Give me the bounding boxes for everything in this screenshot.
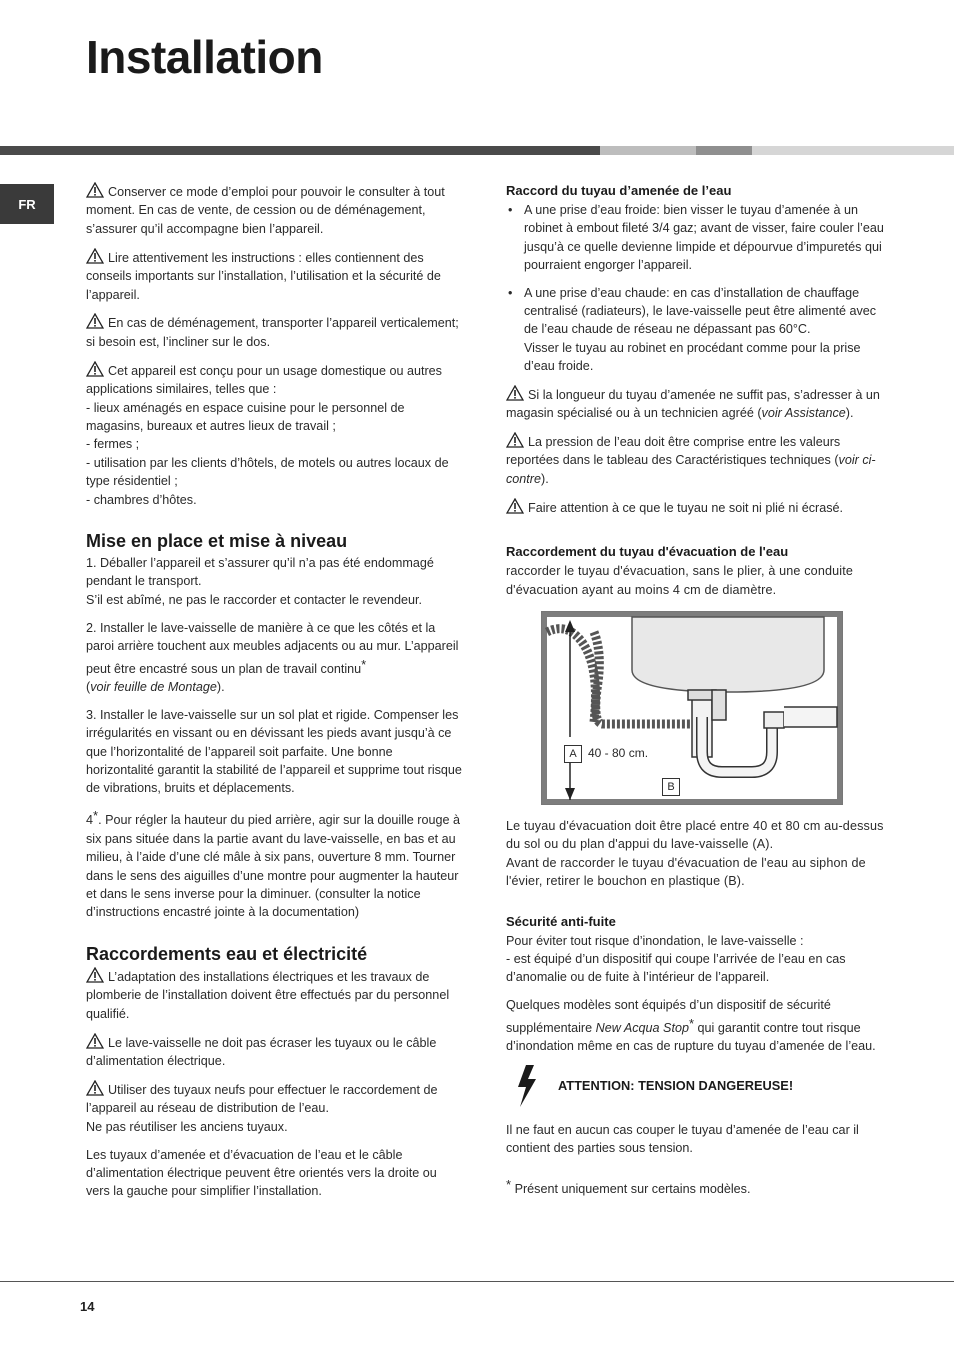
instruction-paragraph: Les tuyaux d’amenée et d’évacuation de l’eau et le câble d’alimentation électrique peuvent être orientés vers la droite ou vers la gauche pour simplifier l’installation. <box>86 1147 437 1199</box>
product-name: New Acqua Stop <box>595 1020 689 1035</box>
warning-icon <box>506 498 524 514</box>
warning-icon <box>86 1033 104 1049</box>
warning-paragraph: La pression de l’eau doit être comprise entre les valeurs reportées dans le tableau des Caractéristiques techniques (voir ci-contre). <box>506 432 886 488</box>
bullet-list <box>506 201 886 376</box>
usage-item: - utilisation par les clients d’hôtels, de motels ou autres locaux de type résidentiel ; <box>86 455 449 489</box>
danger-warning <box>506 1065 886 1107</box>
drain-hose-illustration <box>541 611 843 805</box>
instruction-paragraph: 4*. Pour régler la hauteur du pied arrière, agir sur la douille rouge à six pans située dans la partie avant du lave-vaisselle, en bas et au milieu, à l’aide d’une clé mâle à six pans, ouverture 8 mm. Tourner dans le sens des aiguilles d’une montre pour augmenter la hauteur et dans le sens inverse pour la diminuer. (consulter la notice d’instructions encastré jointe à la documentation) <box>86 808 461 920</box>
warning-paragraph: Si la longueur du tuyau d’amenée ne suffit pas, s’adresser à un magasin spécialisé ou à un technicien agréé (voir Assistance). <box>506 385 886 423</box>
instruction-paragraph: Quelques modèles sont équipés d’un dispositif de sécurité supplémentaire New Acqua Stop* qui garantit contre tout risque d’inondation même en cas de rupture du tuyau d’amenée de l’eau. <box>506 998 876 1054</box>
footnote: * Présent uniquement sur certains modèles. <box>506 1176 751 1196</box>
subsection-heading: Raccord du tuyau d’amenée de l’eau <box>506 183 732 198</box>
usage-item: - chambres d’hôtes. <box>86 492 197 507</box>
label-a: A <box>564 745 582 763</box>
instruction-paragraph: raccorder le tuyau d'évacuation, sans le plier, à une conduite d'évacuation ayant au moins 4 cm de diamètre. <box>506 564 854 597</box>
instruction-paragraph: Pour éviter tout risque d’inondation, le lave-vaisselle : - est équipé d’un dispositif qui coupe l’arrivée de l’eau en cas d’anomalie ou de fuite à l’intérieur de l’appareil. <box>506 933 846 985</box>
instruction-paragraph: Le tuyau d'évacuation doit être placé entre 40 et 80 cm au-dessus du sol ou du plan d'appui du lave-vaisselle (A). Avant de raccorder le tuyau d'évacuation de l'eau au siphon de l'évier, retirer le bouchon en plastique (B). <box>506 818 884 889</box>
label-b: B <box>662 778 680 796</box>
warning-paragraph: Cet appareil est conçu pour un usage domestique ou autres applications similaires, telles que : - lieux aménagés en espace cuisine pour le personnel de magasins, bureaux et autres lieux de travail ; - fermes ; - utilisation par les clients d’hôtels, de motels ou autres locaux de type résidentiel ; - chambres d’hôtes. <box>86 361 464 509</box>
subsection-heading: Raccordement du tuyau d'évacuation de l'eau <box>506 544 789 560</box>
warning-icon <box>506 385 524 401</box>
warning-paragraph: Utiliser des tuyaux neufs pour effectuer le raccordement de l’appareil au réseau de distribution de l’eau. Ne pas réutiliser les anciens tuyaux. <box>86 1080 464 1136</box>
header-rule-segment <box>600 146 696 155</box>
warning-paragraph: L’adaptation des installations électriques et les travaux de plomberie de l’installation doivent être effectués par du personnel qualifié. <box>86 967 464 1023</box>
instruction-paragraph: 3. Installer le lave-vaisselle sur un sol plat et rigide. Compenser les irrégularités en vissant ou en dévissant les pieds avant jusqu’à ce que l’horizontalité de l’appareil soit parfaite. Une bonne horizontalité garantit la stabilité de l’appareil et supprime tout risque de vibrations, bruits et déplacements. <box>86 707 462 796</box>
warning-icon <box>86 313 104 329</box>
page-title: Installation <box>86 31 323 83</box>
section-heading: Mise en place et mise à niveau <box>86 531 348 551</box>
warning-icon <box>86 1080 104 1096</box>
drain-hose-drawing <box>542 612 842 804</box>
language-tab: FR <box>0 184 54 224</box>
asterisk: * <box>688 1015 695 1031</box>
warning-icon <box>86 361 104 377</box>
lightning-bolt-icon <box>514 1065 540 1107</box>
asterisk: * <box>93 808 99 824</box>
cross-reference: voir feuille de Montage <box>90 679 217 694</box>
usage-item: - fermes ; <box>86 437 140 452</box>
warning-paragraph: Faire attention à ce que le tuyau ne soit ni plié ni écrasé. <box>506 498 886 517</box>
asterisk: * <box>506 1176 512 1192</box>
page-number: 14 <box>80 1299 95 1314</box>
warning-icon <box>86 248 104 264</box>
cross-reference: voir ci-contre <box>506 453 876 486</box>
instruction-paragraph: 2. Installer le lave-vaisselle de manière à ce que les côtés et la paroi arrière touchent aux meubles adjacents ou au mur. L’appareil peut être encastré sous un plan de travail continu* (voir feuille de Montage). <box>86 620 459 694</box>
warning-icon <box>86 182 104 198</box>
usage-item: - lieux aménagés en espace cuisine pour le personnel de magasins, bureaux et autres lieux de travail ; <box>86 400 405 433</box>
header-rule-segment <box>752 146 954 155</box>
asterisk: * <box>361 656 367 672</box>
warning-icon <box>86 967 104 983</box>
danger-title: ATTENTION: TENSION DANGEREUSE! <box>558 1077 794 1093</box>
section-heading: Raccordements eau et électricité <box>86 943 368 964</box>
warning-icon <box>506 432 524 448</box>
instruction-paragraph: 1. Déballer l’appareil et s’assurer qu’il n’a pas été endommagé pendant le transport. S’il est abîmé, ne pas le raccorder et contacter le revendeur. <box>86 556 434 607</box>
list-item: • A une prise d’eau chaude: en cas d’installation de chauffage centralisé (radiateurs), le lave-vaisselle peut être alimenté avec de l’eau chaude de réseau ne dépassant pas 60°C. Visser le tuyau au robinet en procédant comme pour la prise d’eau froide. <box>506 284 886 376</box>
instruction-paragraph: Il ne faut en aucun cas couper le tuyau d’amenée de l’eau car il contient des parties sous tension. <box>506 1122 859 1156</box>
header-rule <box>0 146 600 155</box>
footer-rule <box>0 1281 954 1282</box>
cross-reference: voir Assistance <box>761 406 846 421</box>
header-rule-segment <box>696 146 752 155</box>
warning-paragraph: Lire attentivement les instructions : elles contiennent des conseils importants sur l’installation, l’utilisation et la sécurité de l’appareil. <box>86 248 464 304</box>
height-range-label: 40 - 80 cm. <box>588 745 649 760</box>
warning-paragraph: Le lave-vaisselle ne doit pas écraser les tuyaux ou le câble d’alimentation électrique. <box>86 1033 464 1071</box>
subsection-heading: Sécurité anti-fuite <box>506 913 616 929</box>
warning-paragraph: En cas de déménagement, transporter l’appareil verticalement; si besoin est, l’incliner sur le dos. <box>86 313 464 351</box>
list-item: • A une prise d’eau froide: bien visser le tuyau d’amenée à un robinet à embout fileté 3/4 gaz; avant de visser, faire couler l’eau jusqu’à ce quelle devienne limpide et dépourvue d’impuretés qui pourraient engorger l’appareil. <box>506 201 886 275</box>
left-column <box>86 182 464 1210</box>
right-column <box>506 182 886 1208</box>
warning-paragraph: Conserver ce mode d’emploi pour pouvoir le consulter à tout moment. En cas de vente, de cession ou de déménagement, s’assurer qu’il accompagne bien l’appareil. <box>86 182 464 238</box>
